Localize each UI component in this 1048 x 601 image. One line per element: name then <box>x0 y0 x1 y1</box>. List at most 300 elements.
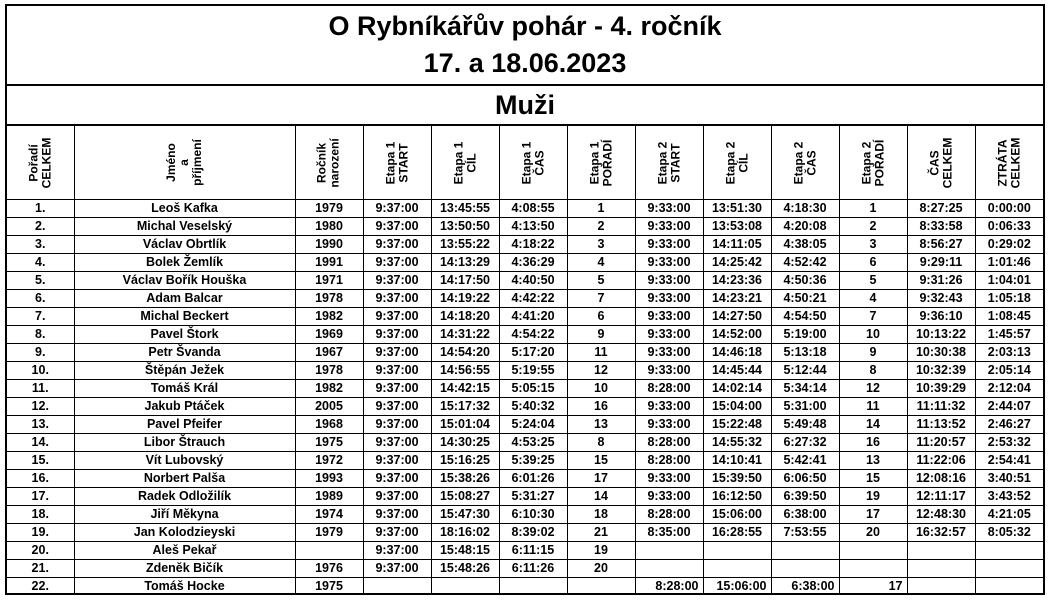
header-label-line: Etapa 2 <box>723 141 737 184</box>
total-loss-cell: 1:45:57 <box>975 326 1043 344</box>
stage1-finish-cell: 15:01:04 <box>431 416 499 434</box>
stage1-start-cell: 9:37:00 <box>363 434 431 452</box>
stage2-time-cell: 6:38:00 <box>771 506 839 524</box>
total-loss-cell: 2:05:14 <box>975 362 1043 380</box>
stage2-time-cell: 5:42:41 <box>771 452 839 470</box>
birth-year-cell: 1980 <box>295 218 363 236</box>
stage1-start-cell: 9:37:00 <box>363 272 431 290</box>
total-loss-cell: 3:43:52 <box>975 488 1043 506</box>
stage2-rank-cell: 17 <box>839 506 907 524</box>
stage1-rank-header <box>567 126 635 200</box>
stage2-finish-cell: 14:52:00 <box>703 326 771 344</box>
stage1-rank-cell: 7 <box>567 290 635 308</box>
birth-year-cell: 1967 <box>295 344 363 362</box>
stage2-time-cell: 6:38:00 <box>771 578 839 596</box>
name-cell: Bolek Žemlík <box>74 254 295 272</box>
total-time-cell: 12:08:16 <box>907 470 975 488</box>
stage2-start-cell: 9:33:00 <box>635 218 703 236</box>
stage2-start-cell: 8:35:00 <box>635 524 703 542</box>
name-cell: Leoš Kafka <box>74 200 295 218</box>
name-cell: Václav Bořík Houška <box>74 272 295 290</box>
stage1-time-cell: 5:39:25 <box>499 452 567 470</box>
header-label-line: ČAS <box>532 149 546 176</box>
stage1-time-cell: 4:13:50 <box>499 218 567 236</box>
stage1-finish-cell: 15:16:25 <box>431 452 499 470</box>
stage2-time-cell: 5:31:00 <box>771 398 839 416</box>
stage2-time-cell: 4:54:50 <box>771 308 839 326</box>
stage2-time-cell: 5:19:00 <box>771 326 839 344</box>
results-table <box>7 126 1043 595</box>
total-time-cell: 11:22:06 <box>907 452 975 470</box>
total-time-cell: 11:11:32 <box>907 398 975 416</box>
header-label-line: Ročník <box>315 142 329 183</box>
stage1-rank-cell: 11 <box>567 344 635 362</box>
stage2-rank-cell: 16 <box>839 434 907 452</box>
total-time-cell <box>907 560 975 578</box>
stage1-start-cell: 9:37:00 <box>363 362 431 380</box>
name-cell: Pavel Štork <box>74 326 295 344</box>
stage1-finish-cell: 13:50:50 <box>431 218 499 236</box>
table-row <box>7 200 1043 218</box>
total-time-cell: 9:32:43 <box>907 290 975 308</box>
results-sheet <box>5 4 1045 595</box>
stage1-rank-cell: 6 <box>567 308 635 326</box>
header-label-line: CELKEM <box>1008 137 1023 188</box>
stage1-finish-cell: 15:08:27 <box>431 488 499 506</box>
rank-cell: 5. <box>7 272 74 290</box>
stage2-time-cell: 5:49:48 <box>771 416 839 434</box>
table-row <box>7 308 1043 326</box>
header-label <box>928 137 954 188</box>
total-time-cell: 10:30:38 <box>907 344 975 362</box>
rank-cell: 16. <box>7 470 74 488</box>
stage1-time-cell <box>499 578 567 596</box>
stage2-rank-cell: 19 <box>839 488 907 506</box>
stage2-start-cell: 9:33:00 <box>635 470 703 488</box>
stage1-time-cell: 6:10:30 <box>499 506 567 524</box>
total-time-cell: 9:36:10 <box>907 308 975 326</box>
stage2-rank-cell: 5 <box>839 272 907 290</box>
birth-year-cell: 1991 <box>295 254 363 272</box>
stage2-rank-cell: 8 <box>839 362 907 380</box>
total-loss-cell: 2:12:04 <box>975 380 1043 398</box>
total-time-cell: 8:56:27 <box>907 236 975 254</box>
stage2-rank-cell <box>839 542 907 560</box>
table-body <box>7 200 1043 596</box>
stage2-rank-cell: 4 <box>839 290 907 308</box>
stage1-finish-cell: 15:48:15 <box>431 542 499 560</box>
header-label <box>27 137 53 188</box>
stage1-start-header <box>363 126 431 200</box>
title-block <box>7 6 1043 86</box>
table-row <box>7 218 1043 236</box>
stage2-start-cell: 9:33:00 <box>635 254 703 272</box>
stage2-start-cell: 8:28:00 <box>635 578 703 596</box>
rank-cell: 3. <box>7 236 74 254</box>
birth-year-cell: 1982 <box>295 308 363 326</box>
stage2-rank-cell: 10 <box>839 326 907 344</box>
birth-year-cell: 1969 <box>295 326 363 344</box>
header-label <box>656 141 682 184</box>
table-row <box>7 524 1043 542</box>
header-label-line: Etapa 2 <box>791 141 805 184</box>
total-loss-cell: 2:46:27 <box>975 416 1043 434</box>
header-label-line: Jméno <box>164 143 178 182</box>
stage2-rank-cell: 20 <box>839 524 907 542</box>
stage2-finish-cell: 15:22:48 <box>703 416 771 434</box>
stage2-rank-cell: 17 <box>839 578 907 596</box>
stage2-rank-cell: 14 <box>839 416 907 434</box>
stage1-start-cell: 9:37:00 <box>363 218 431 236</box>
stage2-start-cell: 9:33:00 <box>635 326 703 344</box>
stage1-rank-cell: 1 <box>567 200 635 218</box>
stage2-finish-cell <box>703 542 771 560</box>
stage1-time-cell: 6:11:26 <box>499 560 567 578</box>
stage1-time-cell: 5:31:27 <box>499 488 567 506</box>
table-row <box>7 470 1043 488</box>
header-label-line: CELKEM <box>939 137 954 188</box>
stage2-time-cell: 7:53:55 <box>771 524 839 542</box>
table-row <box>7 398 1043 416</box>
total-time-cell: 11:20:57 <box>907 434 975 452</box>
header-label-line: ČAS <box>804 149 818 176</box>
birth-year-cell: 2005 <box>295 398 363 416</box>
header-label-line: POŘADÍ <box>599 139 614 186</box>
stage1-rank-cell: 21 <box>567 524 635 542</box>
stage1-start-cell: 9:37:00 <box>363 524 431 542</box>
birth-year-cell: 1989 <box>295 488 363 506</box>
header-label-line: Etapa 2 <box>655 141 669 184</box>
total-time-header <box>907 126 975 200</box>
stage2-finish-cell: 14:10:41 <box>703 452 771 470</box>
table-row <box>7 578 1043 596</box>
stage2-finish-cell: 15:06:00 <box>703 578 771 596</box>
header-label <box>316 138 342 187</box>
header-label <box>860 139 886 186</box>
table-row <box>7 542 1043 560</box>
header-label-line: POŘADÍ <box>871 139 886 186</box>
name-cell: Radek Odložilík <box>74 488 295 506</box>
stage1-finish-cell: 14:18:20 <box>431 308 499 326</box>
total-loss-cell: 1:05:18 <box>975 290 1043 308</box>
birth-year-cell <box>295 542 363 560</box>
stage2-rank-cell: 7 <box>839 308 907 326</box>
stage1-rank-cell: 15 <box>567 452 635 470</box>
name-cell: Václav Obrtlík <box>74 236 295 254</box>
header-label-line: Etapa 1 <box>519 141 533 184</box>
stage1-time-cell: 5:05:15 <box>499 380 567 398</box>
total-loss-cell: 0:00:00 <box>975 200 1043 218</box>
stage1-time-cell: 5:24:04 <box>499 416 567 434</box>
stage1-finish-cell: 15:38:26 <box>431 470 499 488</box>
stage2-finish-cell: 14:55:32 <box>703 434 771 452</box>
stage2-finish-cell: 14:27:50 <box>703 308 771 326</box>
total-loss-cell: 1:04:01 <box>975 272 1043 290</box>
total-time-cell: 11:13:52 <box>907 416 975 434</box>
stage2-finish-cell: 14:45:44 <box>703 362 771 380</box>
rank-cell: 13. <box>7 416 74 434</box>
stage2-finish-cell: 15:06:00 <box>703 506 771 524</box>
total-time-cell: 9:29:11 <box>907 254 975 272</box>
stage1-finish-cell: 14:30:25 <box>431 434 499 452</box>
birth-year-header <box>295 126 363 200</box>
total-loss-cell: 0:29:02 <box>975 236 1043 254</box>
stage2-start-cell <box>635 560 703 578</box>
name-cell: Tomáš Hocke <box>74 578 295 596</box>
header-label <box>165 139 204 186</box>
birth-year-cell: 1975 <box>295 578 363 596</box>
stage1-time-cell: 8:39:02 <box>499 524 567 542</box>
stage1-finish-cell: 14:17:50 <box>431 272 499 290</box>
stage1-finish-cell: 14:31:22 <box>431 326 499 344</box>
header-row <box>7 126 1043 200</box>
stage2-start-cell: 8:28:00 <box>635 434 703 452</box>
stage1-finish-cell: 13:55:22 <box>431 236 499 254</box>
name-cell: Adam Balcar <box>74 290 295 308</box>
table-row <box>7 254 1043 272</box>
stage1-time-cell: 4:42:22 <box>499 290 567 308</box>
stage1-start-cell: 9:37:00 <box>363 344 431 362</box>
stage2-finish-cell: 16:12:50 <box>703 488 771 506</box>
total-time-cell: 10:32:39 <box>907 362 975 380</box>
stage2-rank-cell: 2 <box>839 218 907 236</box>
stage2-start-cell: 9:33:00 <box>635 290 703 308</box>
total-loss-cell: 2:03:13 <box>975 344 1043 362</box>
stage1-rank-cell: 3 <box>567 236 635 254</box>
stage1-finish-cell: 15:48:26 <box>431 560 499 578</box>
name-header <box>74 126 295 200</box>
stage2-time-cell: 4:52:42 <box>771 254 839 272</box>
stage2-rank-cell <box>839 560 907 578</box>
stage1-start-cell: 9:37:00 <box>363 254 431 272</box>
table-row <box>7 434 1043 452</box>
page-title: O Rybníkářův pohár - 4. ročník <box>328 11 722 41</box>
stage1-time-header <box>499 126 567 200</box>
stage1-finish-cell: 14:42:15 <box>431 380 499 398</box>
header-label-line: ČAS <box>926 149 941 176</box>
stage1-rank-cell: 2 <box>567 218 635 236</box>
birth-year-cell: 1972 <box>295 452 363 470</box>
stage1-rank-cell: 16 <box>567 398 635 416</box>
rank-cell: 4. <box>7 254 74 272</box>
stage1-start-cell: 9:37:00 <box>363 398 431 416</box>
rank-cell: 9. <box>7 344 74 362</box>
stage2-start-cell: 9:33:00 <box>635 344 703 362</box>
stage2-time-cell: 4:50:36 <box>771 272 839 290</box>
stage2-time-cell: 5:12:44 <box>771 362 839 380</box>
header-label-line: Etapa 2 <box>858 141 873 184</box>
stage2-time-cell: 4:18:30 <box>771 200 839 218</box>
stage1-time-cell: 5:19:55 <box>499 362 567 380</box>
header-label <box>384 141 410 184</box>
birth-year-cell: 1976 <box>295 560 363 578</box>
rank-cell: 8. <box>7 326 74 344</box>
stage2-finish-cell: 14:11:05 <box>703 236 771 254</box>
total-loss-cell: 2:54:41 <box>975 452 1043 470</box>
stage2-time-cell <box>771 560 839 578</box>
stage2-time-cell: 6:27:32 <box>771 434 839 452</box>
header-label-line: narození <box>328 137 342 188</box>
stage2-time-cell: 5:34:14 <box>771 380 839 398</box>
table-row <box>7 272 1043 290</box>
stage1-finish-cell: 15:47:30 <box>431 506 499 524</box>
stage1-start-cell <box>363 578 431 596</box>
stage1-time-cell: 6:11:15 <box>499 542 567 560</box>
rank-cell: 2. <box>7 218 74 236</box>
name-cell: Aleš Pekař <box>74 542 295 560</box>
stage1-finish-cell: 14:13:29 <box>431 254 499 272</box>
header-label-line: CÍL <box>464 152 478 173</box>
stage2-rank-header <box>839 126 907 200</box>
birth-year-cell: 1979 <box>295 524 363 542</box>
stage2-finish-cell: 14:25:42 <box>703 254 771 272</box>
rank-cell: 12. <box>7 398 74 416</box>
stage1-start-cell: 9:37:00 <box>363 290 431 308</box>
stage1-time-cell: 6:01:26 <box>499 470 567 488</box>
total-time-cell <box>907 542 975 560</box>
stage2-start-cell: 8:28:00 <box>635 452 703 470</box>
stage1-time-cell: 4:36:29 <box>499 254 567 272</box>
table-row <box>7 344 1043 362</box>
rank-cell: 7. <box>7 308 74 326</box>
rank-cell: 19. <box>7 524 74 542</box>
birth-year-cell: 1978 <box>295 290 363 308</box>
stage1-start-cell: 9:37:00 <box>363 470 431 488</box>
rank-cell: 22. <box>7 578 74 596</box>
header-label-line: Etapa 1 <box>586 141 601 184</box>
header-label <box>792 141 818 184</box>
stage1-rank-cell: 14 <box>567 488 635 506</box>
name-cell: Tomáš Král <box>74 380 295 398</box>
stage1-time-cell: 4:08:55 <box>499 200 567 218</box>
rank-cell: 20. <box>7 542 74 560</box>
stage2-rank-cell: 9 <box>839 344 907 362</box>
rank-header <box>7 126 74 200</box>
name-cell: Pavel Pfeifer <box>74 416 295 434</box>
rank-cell: 14. <box>7 434 74 452</box>
stage2-finish-cell: 13:51:30 <box>703 200 771 218</box>
stage1-start-cell: 9:37:00 <box>363 326 431 344</box>
table-row <box>7 362 1043 380</box>
stage2-time-header <box>771 126 839 200</box>
birth-year-cell: 1993 <box>295 470 363 488</box>
birth-year-cell: 1982 <box>295 380 363 398</box>
name-cell: Jiří Měkyna <box>74 506 295 524</box>
name-cell: Vít Lubovský <box>74 452 295 470</box>
total-loss-cell: 8:05:32 <box>975 524 1043 542</box>
stage2-time-cell: 4:38:05 <box>771 236 839 254</box>
stage1-time-cell: 4:54:22 <box>499 326 567 344</box>
stage1-finish-cell: 14:19:22 <box>431 290 499 308</box>
stage1-start-cell: 9:37:00 <box>363 236 431 254</box>
stage2-finish-header <box>703 126 771 200</box>
category-heading: Muži <box>7 86 1043 126</box>
name-cell: Libor Štrauch <box>74 434 295 452</box>
stage2-time-cell: 4:20:08 <box>771 218 839 236</box>
stage2-start-cell: 9:33:00 <box>635 398 703 416</box>
stage1-rank-cell: 13 <box>567 416 635 434</box>
table-row <box>7 488 1043 506</box>
stage1-time-cell: 4:40:50 <box>499 272 567 290</box>
header-label-line: CELKEM <box>39 137 54 188</box>
stage2-rank-cell: 13 <box>839 452 907 470</box>
stage2-finish-cell <box>703 560 771 578</box>
header-label <box>452 141 478 184</box>
table-row <box>7 380 1043 398</box>
stage1-start-cell: 9:37:00 <box>363 452 431 470</box>
stage1-time-cell: 4:18:22 <box>499 236 567 254</box>
name-cell: Michal Veselský <box>74 218 295 236</box>
birth-year-cell: 1979 <box>295 200 363 218</box>
total-loss-cell <box>975 578 1043 596</box>
stage2-start-cell: 9:33:00 <box>635 416 703 434</box>
rank-cell: 1. <box>7 200 74 218</box>
header-label <box>724 141 750 184</box>
stage1-time-cell: 5:40:32 <box>499 398 567 416</box>
stage1-start-cell: 9:37:00 <box>363 416 431 434</box>
birth-year-cell: 1990 <box>295 236 363 254</box>
stage2-finish-cell: 15:39:50 <box>703 470 771 488</box>
total-time-cell: 12:48:30 <box>907 506 975 524</box>
stage2-finish-cell: 14:46:18 <box>703 344 771 362</box>
name-cell: Štěpán Ježek <box>74 362 295 380</box>
header-label-line: Etapa 1 <box>451 141 465 184</box>
total-loss-cell: 2:44:07 <box>975 398 1043 416</box>
stage1-finish-cell <box>431 578 499 596</box>
total-loss-cell: 2:53:32 <box>975 434 1043 452</box>
stage1-rank-cell: 20 <box>567 560 635 578</box>
stage1-rank-cell: 19 <box>567 542 635 560</box>
header-label-line: příjmení <box>190 139 204 186</box>
rank-cell: 15. <box>7 452 74 470</box>
stage2-time-cell <box>771 542 839 560</box>
stage2-start-cell: 8:28:00 <box>635 506 703 524</box>
total-loss-cell: 0:06:33 <box>975 218 1043 236</box>
stage2-time-cell: 5:13:18 <box>771 344 839 362</box>
stage1-start-cell: 9:37:00 <box>363 488 431 506</box>
stage1-start-cell: 9:37:00 <box>363 200 431 218</box>
name-cell: Zdeněk Bičík <box>74 560 295 578</box>
stage2-rank-cell: 15 <box>839 470 907 488</box>
stage1-time-cell: 5:17:20 <box>499 344 567 362</box>
name-cell: Michal Beckert <box>74 308 295 326</box>
stage1-finish-cell: 13:45:55 <box>431 200 499 218</box>
total-time-cell: 16:32:57 <box>907 524 975 542</box>
stage1-finish-cell: 15:17:32 <box>431 398 499 416</box>
rank-cell: 18. <box>7 506 74 524</box>
stage2-time-cell: 6:39:50 <box>771 488 839 506</box>
stage2-rank-cell: 12 <box>839 380 907 398</box>
stage2-finish-cell: 14:23:36 <box>703 272 771 290</box>
header-label <box>520 141 546 184</box>
stage1-start-cell: 9:37:00 <box>363 506 431 524</box>
event-dates: 17. a 18.06.2023 <box>423 48 627 78</box>
stage2-start-header <box>635 126 703 200</box>
stage2-start-cell: 9:33:00 <box>635 200 703 218</box>
birth-year-cell: 1975 <box>295 434 363 452</box>
total-loss-cell: 1:01:46 <box>975 254 1043 272</box>
stage1-rank-cell: 9 <box>567 326 635 344</box>
table-row <box>7 506 1043 524</box>
rank-cell: 6. <box>7 290 74 308</box>
name-cell: Norbert Palša <box>74 470 295 488</box>
stage1-rank-cell: 5 <box>567 272 635 290</box>
stage2-rank-cell: 3 <box>839 236 907 254</box>
header-label-line: Etapa 1 <box>383 141 397 184</box>
total-time-cell: 12:11:17 <box>907 488 975 506</box>
stage1-finish-cell: 18:16:02 <box>431 524 499 542</box>
stage1-rank-cell: 18 <box>567 506 635 524</box>
